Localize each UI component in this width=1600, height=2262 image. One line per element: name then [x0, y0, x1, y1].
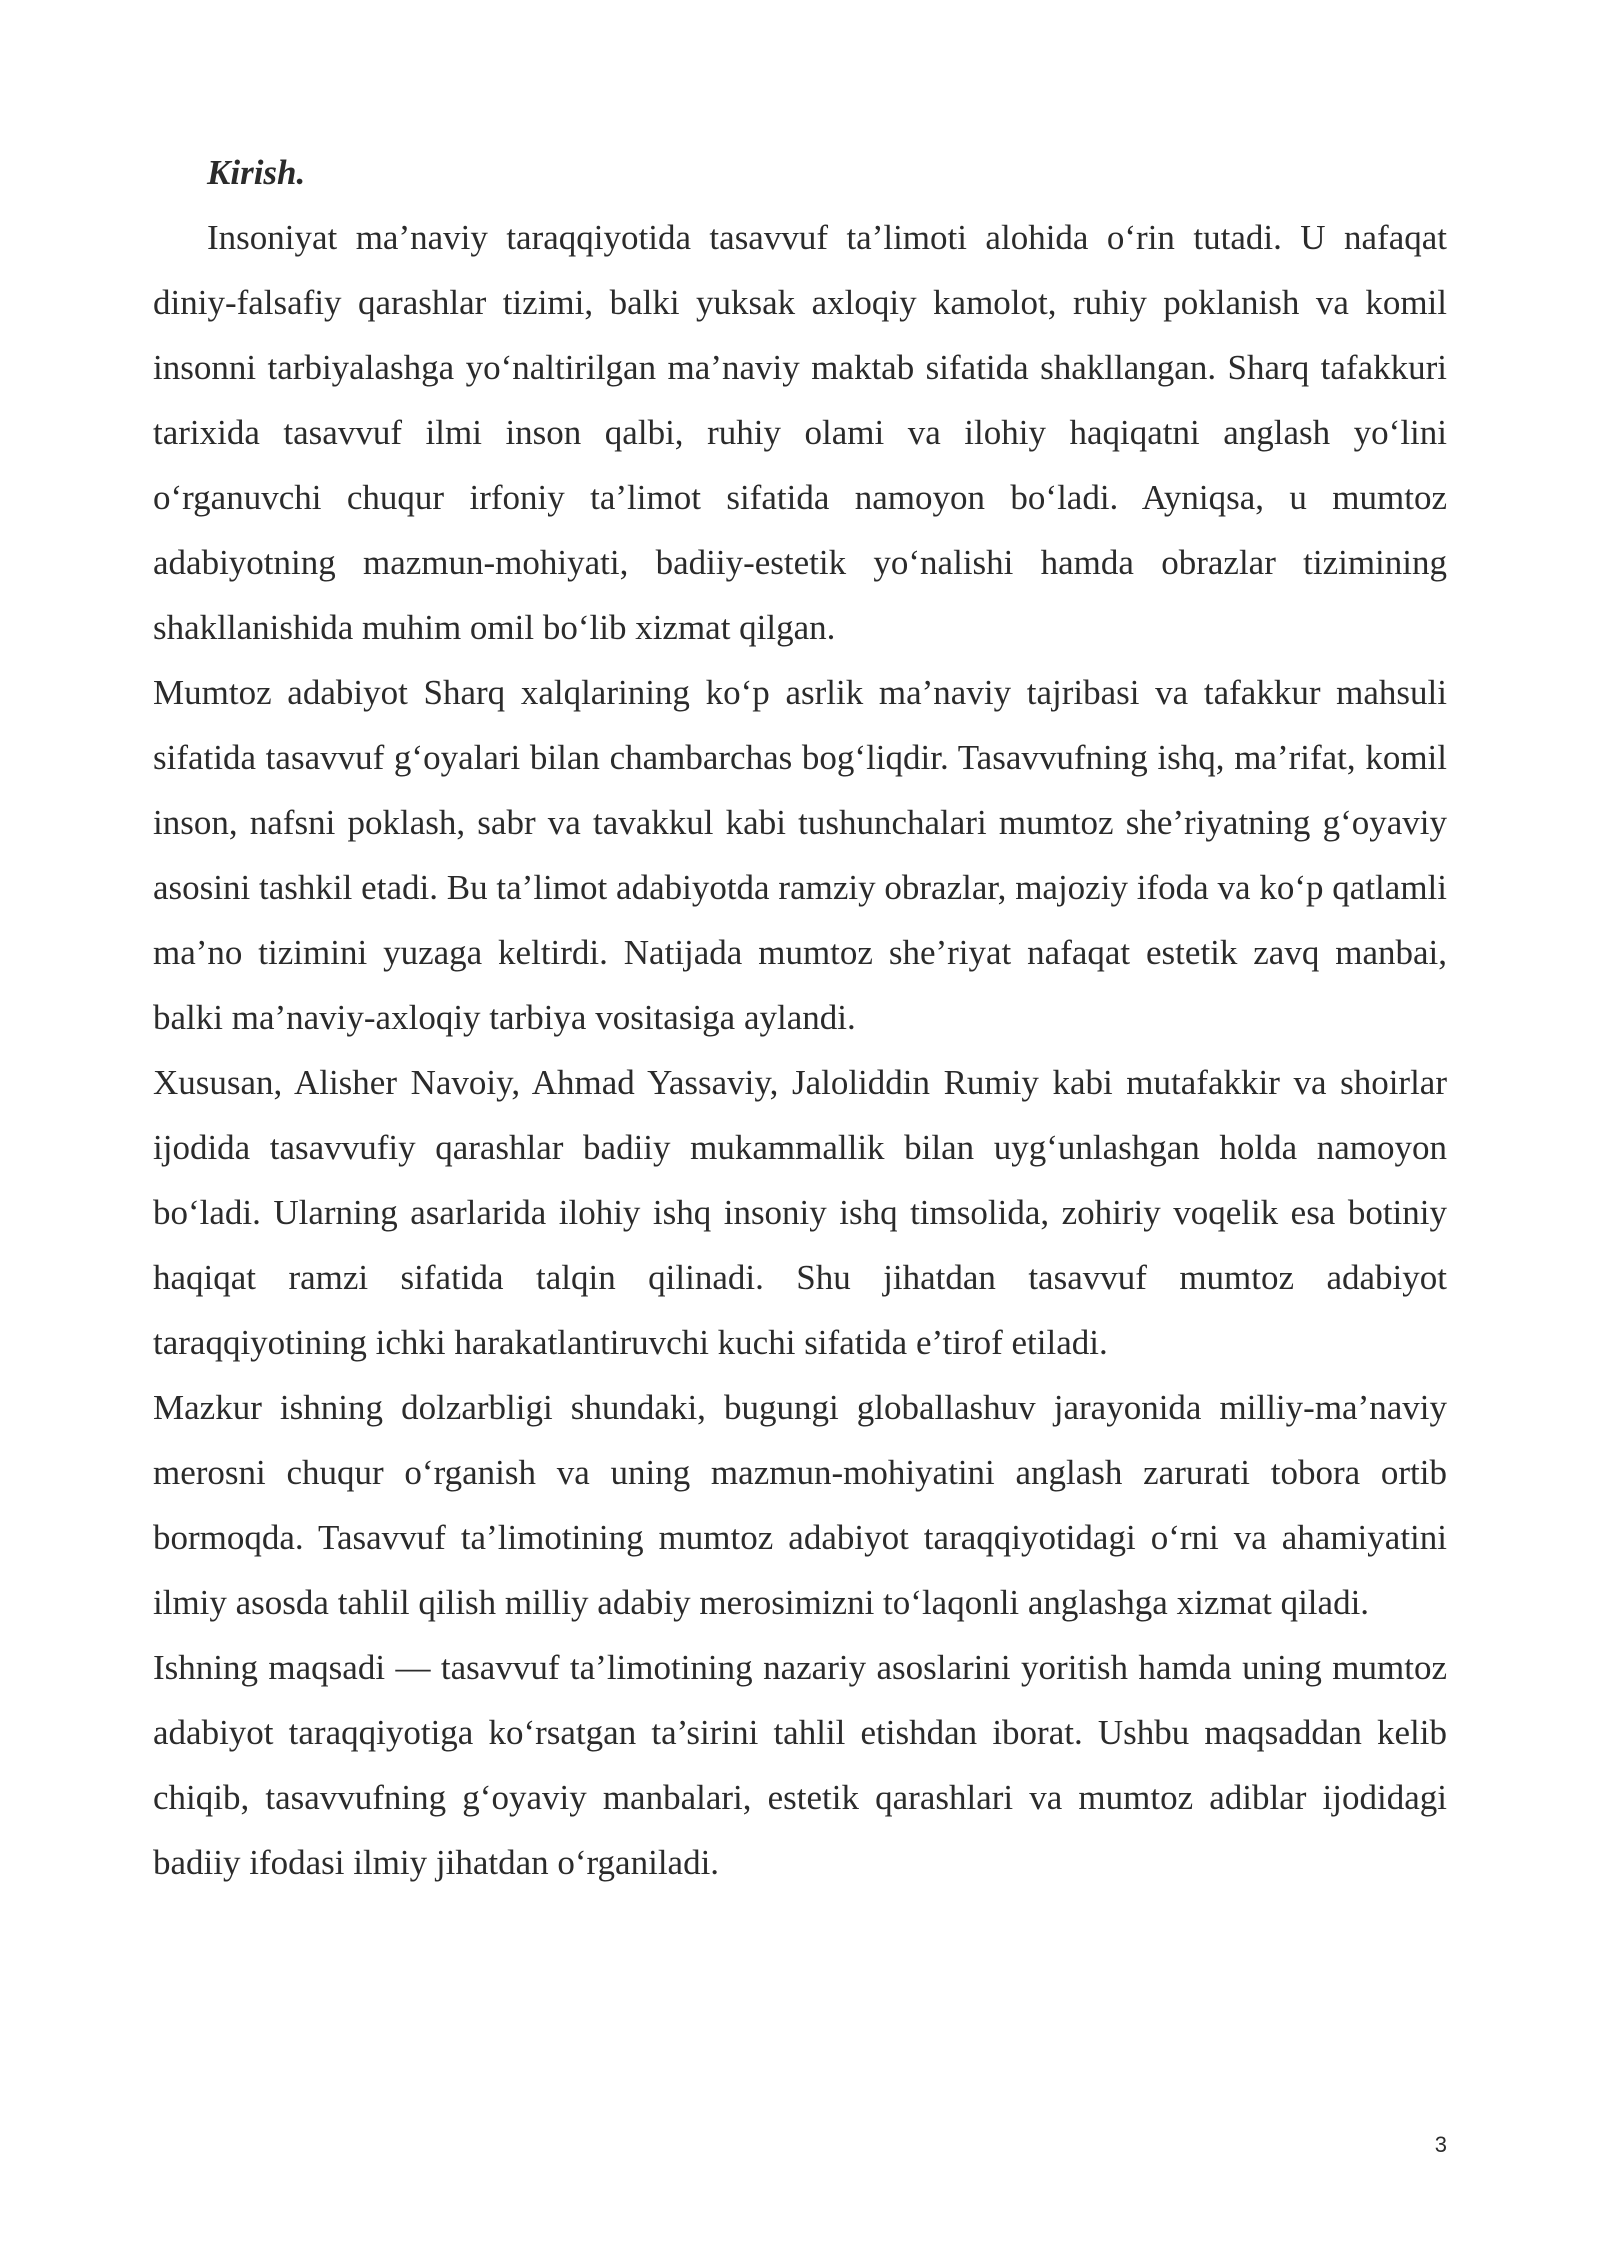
paragraph-goal: Ishning maqsadi — tasavvuf ta’limotining nazariy asoslarini yoritish hamda uning mumtoz adabiyot taraqqiyotiga ko‘rsatgan ta’sirini tahlil etishdan iborat. Ushbu maqsaddan kelib chiqib, tasavvufning g‘oyaviy manbalari, estetik qarashlari va mumtoz adiblar ijodidagi badiiy ifodasi ilmiy jihatdan o‘rganiladi.: [153, 1648, 1447, 1882]
paragraph-poets: Xususan, Alisher Navoiy, Ahmad Yassaviy, Jaloliddin Rumiy kabi mutafakkir va shoirlar ijodida tasavvufiy qarashlar badiiy mukammallik bilan uyg‘unlashgan holda namoyon bo‘ladi. Ularning asarlarida ilohiy ishq insoniy ishq timsolida, zohiriy voqelik esa botiniy haqiqat ramzi sifatida talqin qilinadi. Shu jihatdan tasavvuf mumtoz adabiyot taraqqiyotining ichki harakatlantiruvchi kuchi sifatida e’tirof etiladi.: [153, 1063, 1447, 1362]
page-number: 3: [1434, 2132, 1447, 2157]
paragraph-classical-literature: Mumtoz adabiyot Sharq xalqlarining ko‘p asrlik ma’naviy tajribasi va tafakkur mahsuli sifatida tasavvuf g‘oyalari bilan chambarchas bog‘liqdir. Tasavvufning ishq, ma’rifat, komil inson, nafsni poklash, sabr va tavakkul kabi tushunchalari mumtoz she’riyatning g‘oyaviy asosini tashkil etadi. Bu ta’limot adabiyotda ramziy obrazlar, majoziy ifoda va ko‘p qatlamli ma’no tizimini yuzaga keltirdi. Natijada mumtoz she’riyat nafaqat estetik zavq manbai, balki ma’naviy-axloqiy tarbiya vositasiga aylandi.: [153, 673, 1447, 1037]
paragraph-intro: Insoniyat ma’naviy taraqqiyotida tasavvuf ta’limoti alohida o‘rin tutadi. U nafaqat diniy-falsafiy qarashlar tizimi, balki yuksak axloqiy kamolot, ruhiy poklanish va komil insonni tarbiyalashga yo‘naltirilgan ma’naviy maktab sifatida shakllangan. Sharq tafakkuri tarixida tasavvuf ilmi inson qalbi, ruhiy olami va ilohiy haqiqatni anglash yo‘lini o‘rganuvchi chuqur irfoniy ta’limot sifatida namoyon bo‘ladi. Ayniqsa, u mumtoz adabiyotning mazmun-mohiyati, badiiy-estetik yo‘nalishi hamda obrazlar tizimining shakllanishida muhim omil bo‘lib xizmat qilgan.: [153, 218, 1447, 647]
paragraph-relevance: Mazkur ishning dolzarbligi shundaki, bugungi globallashuv jarayonida milliy-ma’naviy merosni chuqur o‘rganish va uning mazmun-mohiyatini anglash zarurati tobora ortib bormoqda. Tasavvuf ta’limotining mumtoz adabiyot taraqqiyotidagi o‘rni va ahamiyatini ilmiy asosda tahlil qilish milliy adabiy merosimizni to‘laqonli anglashga xizmat qiladi.: [153, 1388, 1447, 1622]
text-column: [153, 140, 1447, 1895]
section-heading: Kirish.: [207, 153, 306, 192]
